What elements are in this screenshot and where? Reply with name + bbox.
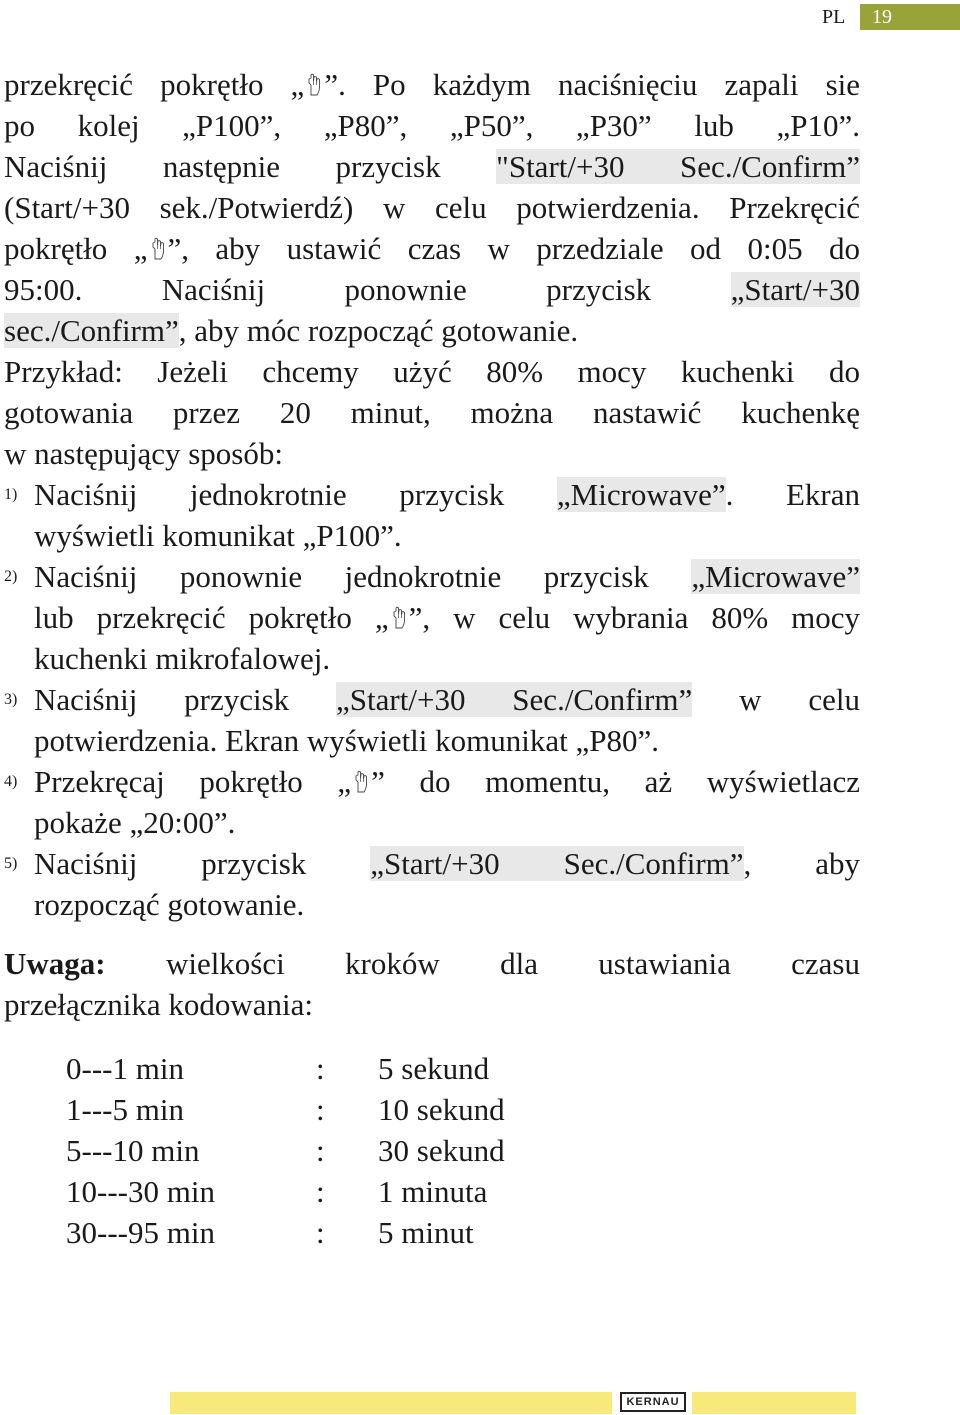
separator-cell: :	[316, 1051, 325, 1086]
time-range-cell: 1---5 min	[66, 1092, 184, 1127]
time-range-cell: 10---30 min	[66, 1174, 215, 1209]
text-fragment: Naciśnij przycisk	[34, 682, 290, 717]
step-3	[4, 679, 860, 761]
step-size-cell: 30 sekund	[378, 1133, 505, 1168]
text-line	[4, 64, 860, 105]
page-number-badge: 19	[860, 4, 960, 30]
brand-logo: KERNAU	[620, 1392, 686, 1412]
text-line	[4, 474, 860, 515]
text-line: Przykład: Jeżeli chcemy użyć 80% mocy kuchenki do	[4, 354, 860, 389]
step-number: 3)	[4, 691, 18, 708]
time-range-cell: 0---1 min	[66, 1051, 184, 1086]
text-fragment: ”. Po każdym naciśnięciu zapali sie	[324, 67, 861, 102]
step-number: 2)	[4, 568, 18, 585]
text-line	[4, 146, 860, 187]
text-line	[4, 597, 860, 638]
text-fragment: ” do momentu, aż wyświetlacz	[371, 764, 860, 799]
separator-cell: :	[316, 1133, 325, 1168]
language-label: PL	[822, 6, 846, 28]
separator-cell: :	[316, 1092, 325, 1127]
text-line	[4, 310, 860, 351]
button-name-highlight: „Start/+30 Sec./Confirm”	[370, 846, 744, 881]
text-fragment: w celu	[739, 682, 860, 717]
knob-hand-icon	[353, 770, 369, 794]
text-line	[4, 269, 860, 310]
text-fragment: wielkości kroków dla ustawiania czasu	[165, 946, 860, 981]
text-fragment: ”, w celu wybrania 80% mocy	[408, 600, 860, 635]
text-fragment: 95:00. Naciśnij ponownie przycisk	[4, 272, 652, 307]
separator-cell: :	[316, 1174, 325, 1209]
separator-cell: :	[316, 1215, 325, 1250]
text-line: rozpocząć gotowanie.	[34, 887, 305, 922]
manual-text	[4, 64, 860, 1025]
step-number: 4)	[4, 773, 18, 790]
footer-accent-bar	[692, 1392, 856, 1414]
text-fragment: przekręcić pokrętło „	[4, 67, 305, 102]
table-row	[66, 1130, 505, 1171]
text-line: wyświetli komunikat „P100”.	[34, 518, 402, 553]
button-name-highlight: „Microwave”	[691, 559, 860, 594]
text-fragment: ”, aby ustawić czas w przedziale od 0:05 do	[167, 231, 860, 266]
step-size-table	[66, 1048, 505, 1253]
button-name-highlight: sec./Confirm”	[4, 313, 179, 348]
text-fragment: lub przekręcić pokrętło „	[34, 600, 389, 635]
text-line: (Start/+30 sek./Potwierdź) w celu potwierdzenia. Przekręcić	[4, 190, 860, 225]
text-fragment: Przekręcaj pokrętło „	[34, 764, 352, 799]
note-line: przełącznika kodowania:	[4, 987, 313, 1022]
step-4	[4, 761, 860, 843]
knob-hand-icon	[391, 606, 407, 630]
note-label: Uwaga:	[4, 946, 106, 981]
text-fragment: Naciśnij następnie przycisk	[4, 149, 441, 184]
text-line: po kolej „P100”, „P80”, „P50”, „P30” lub „P10”.	[4, 108, 860, 143]
text-line	[4, 556, 860, 597]
step-size-cell: 5 sekund	[378, 1051, 490, 1086]
spacer	[4, 925, 860, 943]
table-row	[66, 1171, 505, 1212]
text-fragment: Naciśnij przycisk	[34, 846, 307, 881]
text-line: potwierdzenia. Ekran wyświetli komunikat „P80”.	[34, 723, 660, 758]
step-size-cell: 10 sekund	[378, 1092, 505, 1127]
step-2	[4, 556, 860, 679]
footer-accent-bar	[170, 1392, 612, 1414]
text-fragment: , aby móc rozpocząć gotowanie.	[178, 313, 579, 348]
note-line	[4, 943, 860, 984]
text-line	[4, 228, 860, 269]
text-fragment: pokrętło „	[4, 231, 148, 266]
step-number: 1)	[4, 486, 18, 503]
text-line	[4, 679, 860, 720]
step-size-cell: 5 minut	[378, 1215, 474, 1250]
text-line: kuchenki mikrofalowej.	[34, 641, 331, 676]
knob-hand-icon	[150, 237, 166, 261]
time-range-cell: 30---95 min	[66, 1215, 215, 1250]
text-fragment: Naciśnij jednokrotnie przycisk	[34, 477, 505, 512]
text-fragment: , aby	[743, 846, 860, 881]
step-5	[4, 843, 860, 925]
table-row	[66, 1089, 505, 1130]
button-name-highlight: „Start/+30	[730, 272, 861, 307]
text-fragment: Naciśnij ponownie jednokrotnie przycisk	[34, 559, 649, 594]
text-line: gotowania przez 20 minut, można nastawić kuchenkę	[4, 395, 860, 430]
table-row	[66, 1048, 505, 1089]
knob-hand-icon	[306, 73, 322, 97]
button-name-highlight: "Start/+30 Sec./Confirm”	[496, 149, 860, 184]
table-row	[66, 1212, 505, 1253]
button-name-highlight: „Microwave”	[556, 477, 726, 512]
step-number: 5)	[4, 855, 18, 872]
text-line: w następujący sposób:	[4, 436, 283, 471]
button-name-highlight: „Start/+30 Sec./Confirm”	[336, 682, 693, 717]
time-range-cell: 5---10 min	[66, 1133, 200, 1168]
text-fragment: . Ekran	[725, 477, 860, 512]
text-line	[4, 843, 860, 884]
step-1	[4, 474, 860, 556]
text-line	[4, 761, 860, 802]
step-size-cell: 1 minuta	[378, 1174, 488, 1209]
text-line: pokaże „20:00”.	[34, 805, 236, 840]
